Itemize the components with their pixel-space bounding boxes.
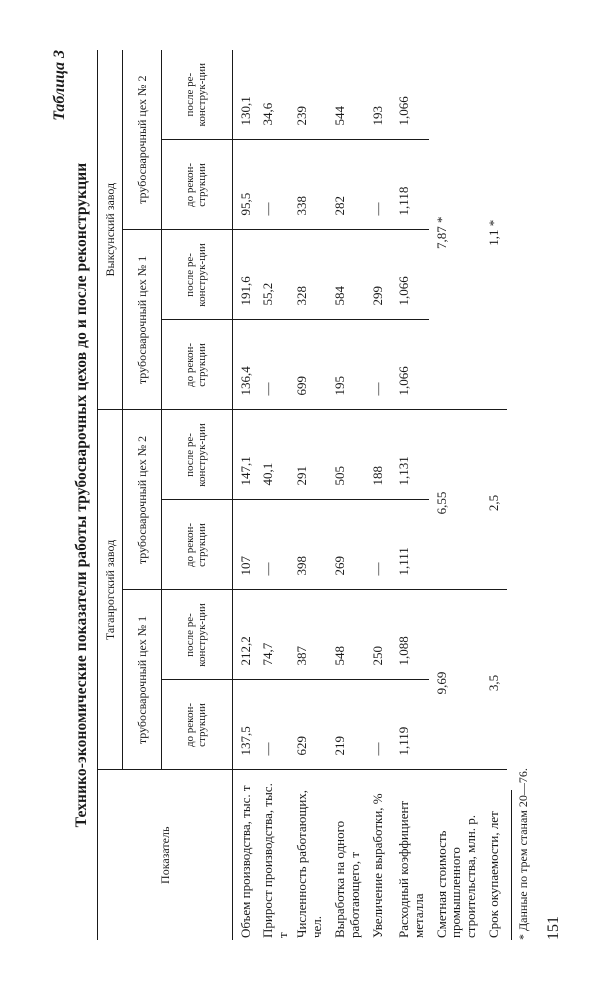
cell-value: 107: [233, 500, 260, 590]
header-before: до рекон-струкции: [162, 320, 233, 410]
cell-value: 250: [365, 590, 391, 680]
header-before: до рекон-струкции: [162, 500, 233, 590]
header-shop: трубосварочный цех № 1: [123, 590, 162, 770]
cell-value: 282: [327, 140, 365, 230]
cell-value: 338: [293, 140, 327, 230]
cell-value-merged: 6,55: [429, 410, 482, 590]
cell-value: 188: [365, 410, 391, 500]
header-row-plants: [98, 50, 123, 940]
table-row: [391, 50, 429, 940]
header-after: после ре-конструк-ции: [162, 50, 233, 140]
row-label: Объем производства, тыс. т: [238, 785, 253, 938]
table-row-merged: [429, 50, 482, 940]
header-plant-vyksa: Выксунский завод: [98, 50, 123, 410]
cell-value-merged: 9,69: [429, 590, 482, 770]
cell-value: 74,7: [259, 590, 293, 680]
cell-value: 269: [327, 500, 365, 590]
cell-value: 239: [293, 50, 327, 140]
cell-value: 584: [327, 230, 365, 320]
cell-value: 387: [293, 590, 327, 680]
cell-value: —: [365, 320, 391, 410]
header-shop: трубосварочный цех № 2: [123, 410, 162, 590]
page-number: 151: [545, 916, 562, 940]
cell-value: 299: [365, 230, 391, 320]
cell-value: 291: [293, 410, 327, 500]
table-row-merged: [481, 50, 507, 940]
cell-value: 629: [293, 680, 327, 770]
row-label: Сметная стоимость промышленного строительства, млн. р.: [433, 814, 479, 938]
cell-value: 505: [327, 410, 365, 500]
row-label: Численность работающих, чел.: [293, 789, 324, 938]
cell-value: 1,066: [391, 50, 429, 140]
cell-value-merged: 1,1 *: [481, 50, 507, 410]
cell-value: 212,2: [233, 590, 260, 680]
cell-value: 548: [327, 590, 365, 680]
cell-value: 34,6: [259, 50, 293, 140]
header-before: до рекон-струкции: [162, 680, 233, 770]
header-after: после ре-конструк-ции: [162, 590, 233, 680]
cell-value: 193: [365, 50, 391, 140]
row-label: Прирост производства, тыс. т: [260, 783, 290, 938]
rotated-page-content: [45, 50, 575, 940]
cell-value: 699: [293, 320, 327, 410]
cell-value: 130,1: [233, 50, 260, 140]
footnote: * Данные по трем станам 20—76.: [516, 768, 530, 940]
header-before: до рекон-струкции: [162, 140, 233, 230]
cell-value: —: [259, 140, 293, 230]
header-indicator: Показатель: [98, 770, 233, 940]
cell-value-merged: 7,87 *: [429, 50, 482, 410]
table-row: [293, 50, 327, 940]
cell-value: 136,4: [233, 320, 260, 410]
table-row: [233, 50, 260, 940]
row-label: Выработка на одного работающего, т: [331, 820, 362, 938]
header-plant-taganrog: Таганрогский завод: [98, 410, 123, 770]
table-row: [259, 50, 293, 940]
cell-value: 95,5: [233, 140, 260, 230]
cell-value: 191,6: [233, 230, 260, 320]
cell-value: —: [365, 500, 391, 590]
cell-value: 1,119: [391, 680, 429, 770]
cell-value: —: [365, 680, 391, 770]
cell-value: 1,066: [391, 230, 429, 320]
cell-value: 1,066: [391, 320, 429, 410]
row-label: Срок окупаемости, лет: [486, 811, 502, 938]
row-label: Увеличение выработки, %: [369, 793, 385, 938]
cell-value: 195: [327, 320, 365, 410]
cell-value: 1,088: [391, 590, 429, 680]
cell-value: 1,111: [391, 500, 429, 590]
indicators-table: [97, 50, 507, 940]
cell-value: —: [365, 140, 391, 230]
table-title: Технико-экономические показатели работы трубосварочных цехов до и после реконструкции: [73, 162, 90, 828]
table-row: [327, 50, 365, 940]
cell-value: 328: [293, 230, 327, 320]
cell-value: 1,118: [391, 140, 429, 230]
row-label: Расходный коэффициент металла: [395, 800, 426, 938]
cell-value-merged: 2,5: [481, 410, 507, 590]
cell-value: 544: [327, 50, 365, 140]
cell-value: —: [259, 500, 293, 590]
cell-value: 55,2: [259, 230, 293, 320]
footnote-rule: [511, 790, 512, 940]
cell-value: 1,131: [391, 410, 429, 500]
cell-value-merged: 3,5: [481, 590, 507, 770]
table-row: [365, 50, 391, 940]
cell-value: 219: [327, 680, 365, 770]
header-after: после ре-конструк-ции: [162, 410, 233, 500]
header-shop: трубосварочный цех № 2: [123, 50, 162, 230]
cell-value: 40,1: [259, 410, 293, 500]
table-label: Таблица 3: [51, 50, 68, 121]
cell-value: 137,5: [233, 680, 260, 770]
cell-value: —: [259, 680, 293, 770]
header-shop: трубосварочный цех № 1: [123, 230, 162, 410]
cell-value: —: [259, 320, 293, 410]
header-after: после ре-конструк-ции: [162, 230, 233, 320]
cell-value: 147,1: [233, 410, 260, 500]
cell-value: 398: [293, 500, 327, 590]
